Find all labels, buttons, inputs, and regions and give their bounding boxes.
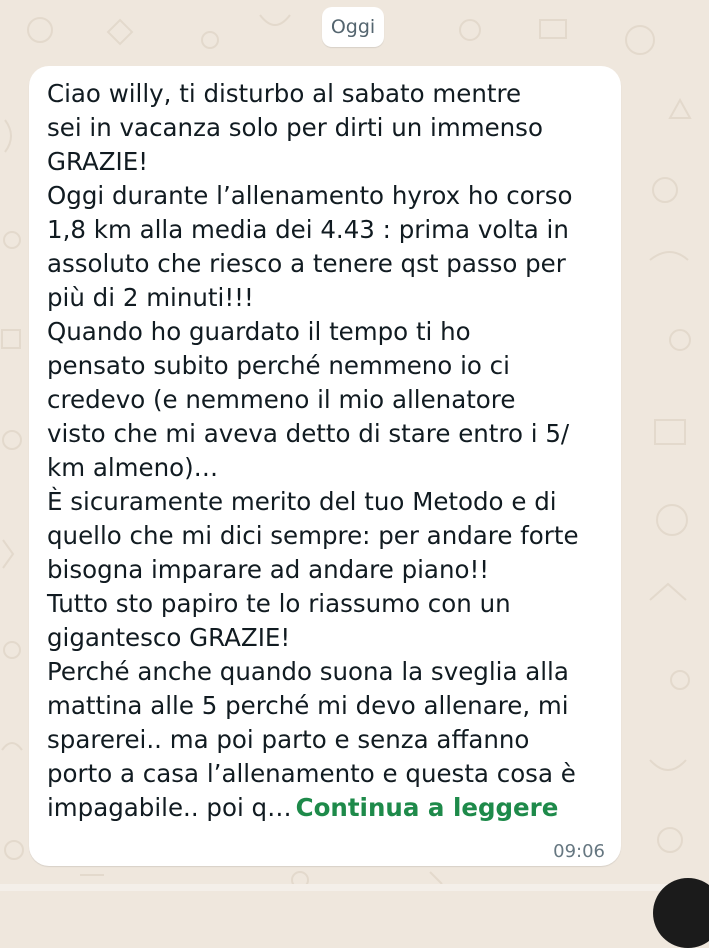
- floating-action-button[interactable]: [653, 878, 709, 948]
- message-line: bisogna imparare ad andare piano!!: [47, 555, 490, 584]
- truncated-text: impagabile.. poi q…: [47, 793, 292, 822]
- message-line: assoluto che riesco a tenere qst passo per: [47, 249, 566, 278]
- message-line: sparerei.. ma poi parto e senza affanno: [47, 725, 530, 754]
- read-more-link[interactable]: Continua a leggere: [295, 793, 559, 822]
- message-line: visto che mi aveva detto di stare entro i 5/: [47, 419, 570, 448]
- message-timestamp: 09:06: [553, 841, 605, 862]
- message-line: gigantesco GRAZIE!: [47, 623, 291, 652]
- message-line: Quando ho guardato il tempo ti ho: [47, 317, 471, 346]
- message-line: 1,8 km alla media dei 4.43 : prima volta in: [47, 215, 569, 244]
- message-line: quello che mi dici sempre: per andare forte: [47, 521, 579, 550]
- message-text: [47, 77, 579, 825]
- message-line: Oggi durante l’allenamento hyrox ho corso: [47, 181, 573, 210]
- message-last-line: [47, 791, 579, 825]
- message-line: mattina alle 5 perché mi devo allenare, mi: [47, 691, 569, 720]
- message-line: porto a casa l’allenamento e questa cosa è: [47, 759, 576, 788]
- message-line: km almeno)…: [47, 453, 219, 482]
- message-line: credevo (e nemmeno il mio allenatore: [47, 385, 516, 414]
- message-line: pensato subito perché nemmeno io ci: [47, 351, 510, 380]
- message-bubble[interactable]: [29, 66, 621, 866]
- message-line: È sicuramente merito del tuo Metodo e di: [47, 487, 557, 516]
- message-line: più di 2 minuti!!!: [47, 283, 254, 312]
- message-line: sei in vacanza solo per dirti un immenso: [47, 113, 543, 142]
- composer-bar-edge: [0, 884, 709, 891]
- message-line: Perché anche quando suona la sveglia alla: [47, 657, 569, 686]
- message-line: Tutto sto papiro te lo riassumo con un: [47, 589, 511, 618]
- message-line: GRAZIE!: [47, 147, 149, 176]
- date-separator: Oggi: [322, 7, 384, 47]
- message-line: Ciao willy, ti disturbo al sabato mentre: [47, 79, 522, 108]
